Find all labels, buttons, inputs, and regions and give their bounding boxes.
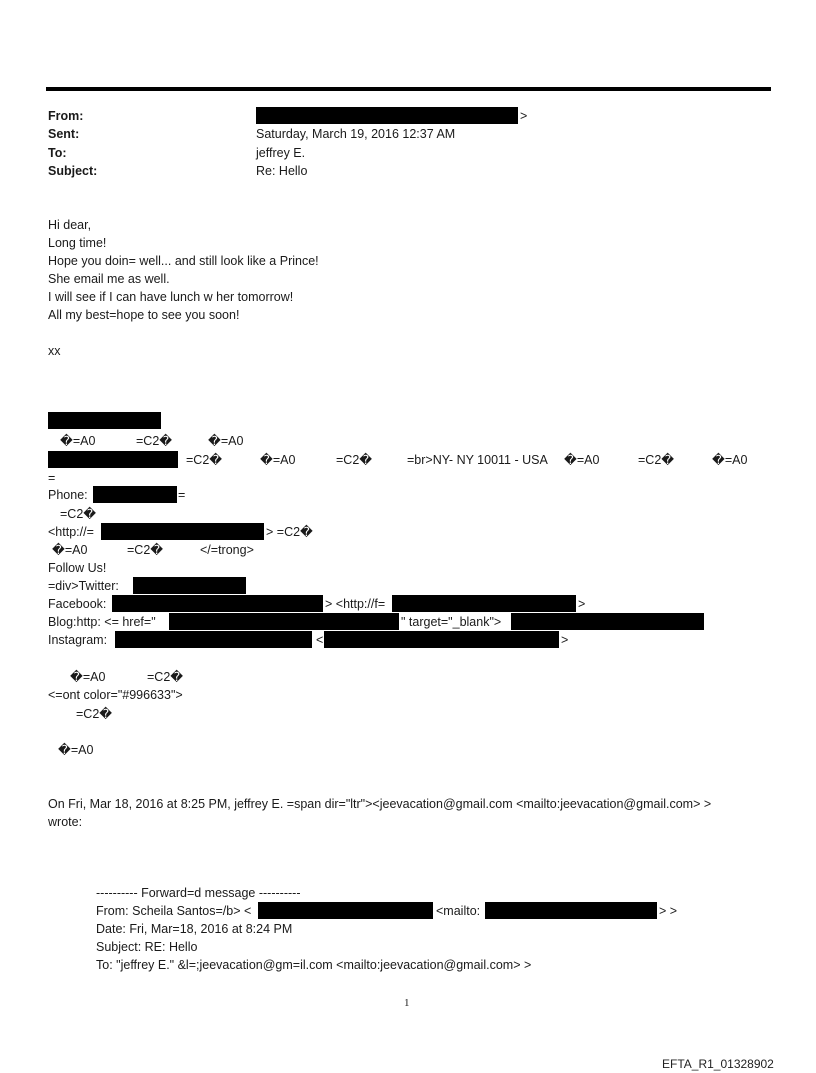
forwarded-mailto: <mailto:	[436, 904, 481, 918]
sig-token: =C2�	[186, 453, 223, 467]
sig-token: =C2�	[76, 707, 113, 721]
sent-value: Saturday, March 19, 2016 12:37 AM	[256, 127, 456, 141]
sig-token: =C2�	[336, 453, 373, 467]
body-line: I will see if I can have lunch w her tomorrow!	[48, 290, 294, 304]
phone-label: Phone:	[48, 488, 88, 502]
forwarded-to: To: "jeffrey E." &l=;jeevacation@gm=il.com <mailto:jeevacation@gmail.com> >	[96, 958, 532, 972]
font-tag-text: <=ont color="#996633">	[48, 688, 183, 702]
document-id: EFTA_R1_01328902	[662, 1057, 774, 1071]
body-line: She email me as well.	[48, 272, 170, 286]
instagram-end: >	[561, 633, 569, 647]
to-value: jeffrey E.	[256, 146, 306, 160]
sig-eq: =	[48, 471, 56, 485]
sig-token: =C2�	[127, 543, 164, 557]
sig-token: =C2�	[147, 670, 184, 684]
forwarded-date: Date: Fri, Mar=18, 2016 at 8:24 PM	[96, 922, 293, 936]
sig-token: �=A0	[60, 434, 96, 448]
signoff: xx	[48, 344, 61, 358]
from-label: From:	[48, 109, 84, 123]
quote-line: On Fri, Mar 18, 2016 at 8:25 PM, jeffrey E. =span dir="ltr"><jeevacation@gmail.com <mailto:jeevacation@gmail.com> >	[48, 797, 712, 811]
forwarded-heading: ---------- Forward=d message ----------	[96, 886, 301, 900]
forwarded-from-end: > >	[659, 904, 678, 918]
body-line: Long time!	[48, 236, 107, 250]
subject-label: Subject:	[48, 164, 98, 178]
sig-token: </=trong>	[200, 543, 254, 557]
instagram-mid: <	[316, 633, 324, 647]
facebook-mid: > <http://f=	[325, 597, 386, 611]
header-rule	[46, 87, 771, 91]
sig-token: �=A0	[208, 434, 244, 448]
sig-token: �=A0	[70, 670, 106, 684]
redaction-sig-address	[48, 451, 178, 468]
redaction-instagram-1	[115, 631, 312, 648]
page-number: 1	[404, 997, 410, 1009]
blog-label: Blog:http: <= href="	[48, 615, 156, 629]
redaction-facebook-1	[112, 595, 323, 612]
redaction-sig-name	[48, 412, 161, 429]
body-line: Hope you doin= well... and still look like a Prince!	[48, 254, 319, 268]
follow-us: Follow Us!	[48, 561, 107, 575]
redaction-forwarded-mailto	[485, 902, 657, 919]
sig-token: �=A0	[260, 453, 296, 467]
http-suffix: > =C2�	[266, 525, 313, 539]
subject-value: Re: Hello	[256, 164, 308, 178]
http-prefix: <http://=	[48, 525, 94, 539]
forwarded-subject: Subject: RE: Hello	[96, 940, 198, 954]
sent-label: Sent:	[48, 127, 80, 141]
sig-token: �=A0	[52, 543, 88, 557]
sig-token: =C2�	[60, 507, 97, 521]
redaction-blog-1	[169, 613, 399, 630]
quote-line: wrote:	[48, 815, 83, 829]
redaction-phone	[93, 486, 177, 503]
sig-token: �=A0	[564, 453, 600, 467]
sig-token: =C2�	[136, 434, 173, 448]
facebook-label: Facebook:	[48, 597, 107, 611]
redaction-from	[256, 107, 518, 124]
from-suffix: >	[520, 109, 528, 123]
instagram-label: Instagram:	[48, 633, 108, 647]
redaction-instagram-2	[324, 631, 559, 648]
sig-token: =C2�	[638, 453, 675, 467]
sig-token: �=A0	[712, 453, 748, 467]
sig-address-text: =br>NY- NY 10011 - USA	[407, 453, 548, 467]
redaction-forwarded-email	[258, 902, 433, 919]
redaction-facebook-2	[392, 595, 576, 612]
body-line: All my best=hope to see you soon!	[48, 308, 240, 322]
redaction-twitter	[133, 577, 246, 594]
phone-suffix: =	[178, 488, 186, 502]
twitter-label: =div>Twitter:	[48, 579, 119, 593]
blog-mid: " target="_blank">	[401, 615, 502, 629]
redaction-blog-2	[511, 613, 704, 630]
to-label: To:	[48, 146, 67, 160]
forwarded-from: From: Scheila Santos=/b> <	[96, 904, 252, 918]
facebook-end: >	[578, 597, 586, 611]
sig-token: �=A0	[58, 743, 94, 757]
redaction-website	[101, 523, 264, 540]
body-line: Hi dear,	[48, 218, 92, 232]
